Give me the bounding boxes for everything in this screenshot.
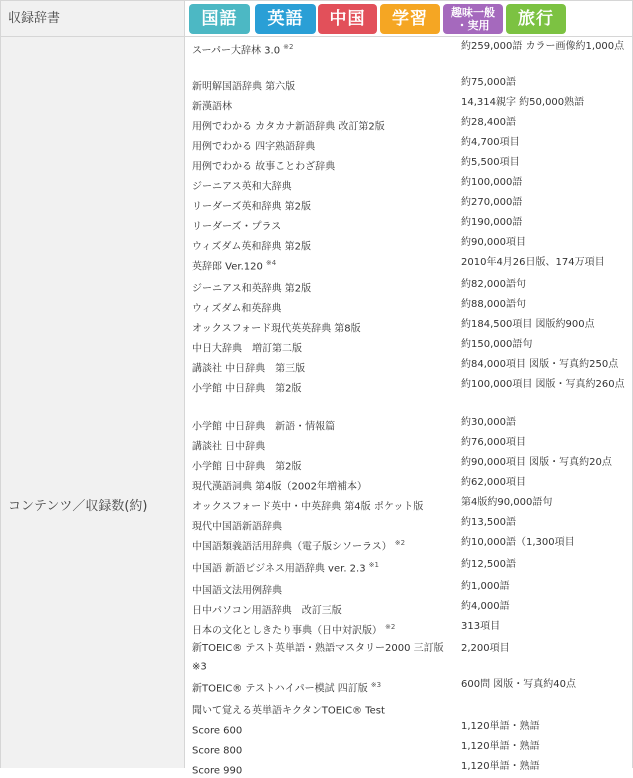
dictionary-count: 約76,000項目 — [461, 437, 526, 448]
table-row — [186, 275, 632, 295]
dictionary-name: 用例でわかる 故事ことわざ辞典 — [192, 161, 336, 173]
dictionary-name: オックスフォード英中・中英辞典 第4版 ポケット版 — [192, 501, 424, 513]
table-row — [186, 533, 632, 555]
dictionary-name: 小学館 中日辞典 第2版 — [192, 383, 302, 395]
dictionary-count: 1,120単語・熟語 — [461, 741, 540, 752]
dictionary-count: 約100,000項目 図版・写真約260点 — [461, 379, 625, 390]
dictionary-count: 約13,500語 — [461, 517, 516, 528]
dictionary-note: ※2 — [394, 539, 406, 547]
dictionary-name: 日中パソコン用語辞典 改訂三版 — [192, 605, 342, 617]
table-row — [186, 617, 632, 639]
dictionary-count: 約1,000語 — [461, 581, 510, 592]
dictionary-name: 小学館 日中辞典 第2版 — [192, 461, 302, 473]
table-row — [186, 433, 632, 453]
dictionary-name: Score 800 — [192, 745, 243, 757]
contents-label: コンテンツ／収録数(約) — [8, 499, 148, 514]
table-row — [186, 493, 632, 513]
category-chugoku-button[interactable]: 中国 — [318, 4, 377, 34]
dictionary-name: オックスフォード現代英英辞典 第8版 — [192, 323, 361, 335]
table-row — [186, 697, 632, 717]
table-row — [186, 375, 632, 413]
dictionary-name: 英辞郎 Ver.120 — [192, 261, 263, 273]
table-row — [186, 233, 632, 253]
dictionary-name: スーパー大辞林 3.0 — [192, 45, 281, 57]
dictionary-name: 現代漢語詞典 第4版（2002年増補本） — [192, 481, 367, 493]
table-row — [186, 639, 632, 675]
dictionary-name: 中日大辞典 増訂第二版 — [192, 343, 302, 355]
table-row — [186, 193, 632, 213]
table-row — [186, 93, 632, 113]
dictionary-count: 約28,400語 — [461, 117, 516, 128]
table-row — [186, 37, 632, 73]
dictionary-name: Score 600 — [192, 725, 243, 737]
table-row — [186, 597, 632, 617]
dictionary-count: 2,200項目 — [461, 643, 510, 654]
table-row — [186, 295, 632, 315]
dictionary-count: 約184,500項目 図版約900点 — [461, 319, 595, 330]
category-tabs — [186, 1, 632, 36]
table-row — [186, 113, 632, 133]
dictionary-count: 約30,000語 — [461, 417, 516, 428]
table-row — [186, 315, 632, 335]
dictionary-count: 第4版約90,000語句 — [461, 497, 553, 508]
table-row — [186, 173, 632, 193]
table-row — [186, 555, 632, 577]
dictionary-name: ジーニアス英和大辞典 — [192, 181, 292, 193]
dictionary-name: 新明解国語辞典 第六版 — [192, 81, 296, 93]
dictionary-name: 聞いて覚える英単語キクタンTOEIC® Test — [192, 705, 385, 717]
category-kokugo-button[interactable]: 国語 — [189, 4, 250, 34]
table-row — [186, 675, 632, 697]
dictionary-count: 約4,700項目 — [461, 137, 520, 148]
dictionary-name: ウィズダム英和辞典 第2版 — [192, 241, 311, 253]
dictionary-name: 日本の文化としきたり事典（日中対訳版） — [192, 625, 382, 637]
dictionary-name: 中国語 新語ビジネス用語辞典 ver. 2.3 — [192, 563, 366, 575]
dictionary-name: リーダーズ・プラス — [192, 221, 282, 233]
table-row — [186, 473, 632, 493]
category-gakushu-button[interactable]: 学習 — [380, 4, 440, 34]
dictionary-count: 約270,000語 — [461, 197, 523, 208]
dictionary-count: 約82,000語句 — [461, 279, 526, 290]
dictionary-count: 約10,000語（1,300項目 — [461, 537, 575, 548]
dictionary-name: 講談社 中日辞典 第三版 — [192, 363, 306, 375]
dictionary-count: 1,120単語・熟語 — [461, 721, 540, 732]
category-hobby-button[interactable] — [443, 4, 503, 34]
category-eigo-button[interactable]: 英語 — [255, 4, 316, 34]
dictionary-count: 約62,000項目 — [461, 477, 526, 488]
dictionary-count: 約150,000語句 — [461, 339, 533, 350]
table-row — [186, 253, 632, 275]
dictionary-name: 講談社 日中辞典 — [192, 441, 266, 453]
dictionary-name: 新TOEIC® テスト英単語・熟語マスタリー2000 三訂版 ※3 — [192, 643, 444, 673]
dictionary-note: ※2 — [385, 623, 396, 631]
table-row — [186, 757, 632, 777]
dictionary-count: 約259,000語 カラー画像約1,000点 — [461, 41, 625, 52]
category-ryoko-button[interactable]: 旅行 — [506, 4, 566, 34]
dictionary-note: ※2 — [283, 43, 294, 51]
dictionary-name: 用例でわかる 四字熟語辞典 — [192, 141, 316, 153]
dictionary-name: ウィズダム和英辞典 — [192, 303, 282, 315]
table-row — [186, 355, 632, 375]
table-row — [186, 513, 632, 533]
dictionary-name: 小学館 中日辞典 新語・情報篇 — [192, 421, 336, 433]
dictionary-count: 約75,000語 — [461, 77, 516, 88]
dictionary-count: 約100,000語 — [461, 177, 523, 188]
dictionary-name: 中国語文法用例辞典 — [192, 585, 282, 597]
dictionary-count: 14,314親字 約50,000熟語 — [461, 97, 585, 108]
category-hobby-line1: 趣味一般 — [451, 6, 495, 19]
dictionary-count: 約12,500語 — [461, 559, 516, 570]
table-row — [186, 133, 632, 153]
dictionary-count: 約90,000項目 — [461, 237, 526, 248]
dictionary-count: 1,120単語・熟語 — [461, 761, 540, 772]
table-row — [186, 73, 632, 93]
table-row — [186, 335, 632, 355]
dictionary-name: 新TOEIC® テストハイパー模試 四訂版 — [192, 683, 368, 695]
dictionary-count: 約190,000語 — [461, 217, 523, 228]
dictionary-note: ※4 — [265, 259, 277, 267]
dictionary-count: 約4,000語 — [461, 601, 510, 612]
dictionary-count: 600問 図版・写真約40点 — [461, 679, 576, 690]
table-row — [186, 153, 632, 173]
dictionary-count: 約84,000項目 図版・写真約250点 — [461, 359, 619, 370]
dictionary-count: 約5,500項目 — [461, 157, 520, 168]
dictionary-count: 2010年4月26日版、174万項目 — [461, 257, 605, 268]
table-row — [186, 737, 632, 757]
table-row — [186, 577, 632, 597]
table-row — [186, 413, 632, 433]
header-label: 収録辞書 — [1, 1, 185, 36]
dictionary-name: リーダーズ英和辞典 第2版 — [192, 201, 312, 213]
dictionary-count: 313項目 — [461, 621, 501, 632]
dictionary-name: 中国語類義語活用辞典（電子版シソーラス） — [192, 541, 392, 553]
header-row — [1, 0, 632, 37]
dictionary-name: 用例でわかる カタカナ新語辞典 改訂第2版 — [192, 121, 385, 133]
contents-label-cell — [1, 37, 185, 768]
dictionary-name: 新漢語林 — [192, 101, 232, 113]
dictionary-note: ※3 — [370, 681, 382, 689]
category-hobby-line2: ・実用 — [456, 19, 490, 32]
table-row — [186, 717, 632, 737]
dictionary-name: ジーニアス和英辞典 第2版 — [192, 283, 312, 295]
dictionary-name: 現代中国語新語辞典 — [192, 521, 282, 533]
table-row — [186, 213, 632, 233]
dictionary-count: 約90,000項目 図版・写真約20点 — [461, 457, 612, 468]
dictionary-name: Score 990 — [192, 765, 243, 777]
table-row — [186, 453, 632, 473]
dictionary-note: ※1 — [368, 561, 379, 569]
dictionary-count: 約88,000語句 — [461, 299, 526, 310]
